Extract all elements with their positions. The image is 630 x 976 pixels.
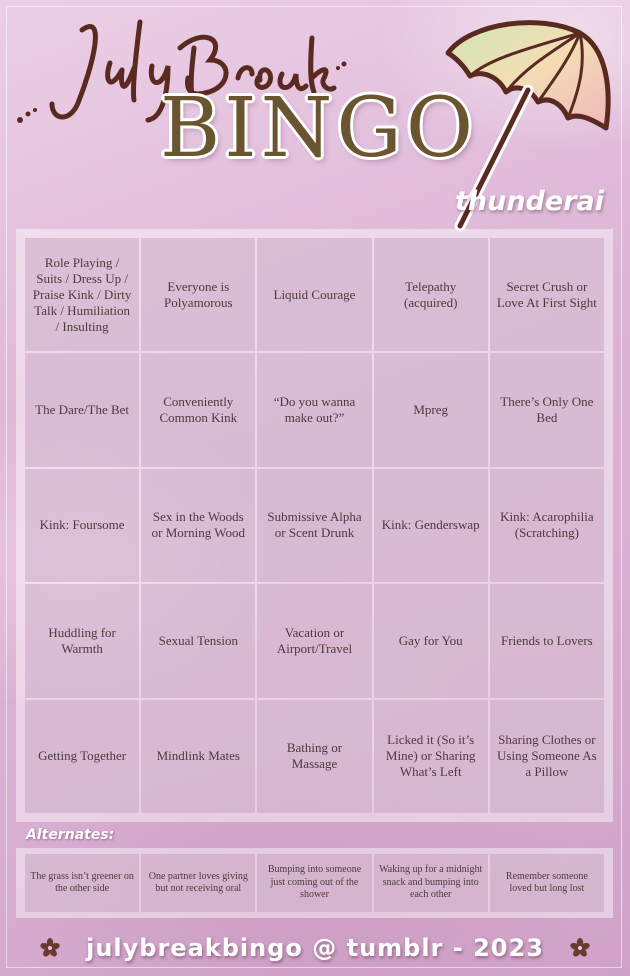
bingo-cell: There’s Only One Bed [490, 353, 604, 466]
bingo-grid [25, 238, 604, 813]
footer [0, 930, 630, 966]
bingo-cell: Kink: Genderswap [374, 469, 488, 582]
bingo-cell: Conveniently Common Kink [141, 353, 255, 466]
bingo-cell: Gay for You [374, 584, 488, 697]
bingo-cell: Kink: Acarophilia (Scratching) [490, 469, 604, 582]
bingo-cell: Everyone is Polyamorous [141, 238, 255, 351]
bingo-title: BINGO [160, 81, 478, 176]
bingo-cell: Getting Together [25, 700, 139, 813]
bingo-cell: Secret Crush or Love At First Sight [490, 238, 604, 351]
alternates-label: Alternates: [26, 827, 115, 843]
author-name: thunderai [454, 186, 604, 217]
alternates-grid [25, 854, 604, 912]
bingo-cell: Submissive Alpha or Scent Drunk [257, 469, 371, 582]
footer-text: julybreakbingo @ tumblr - 2023 [86, 934, 544, 962]
alternates-board [16, 848, 613, 918]
bingo-cell: Sexual Tension [141, 584, 255, 697]
alternate-cell: Bumping into someone just coming out of the shower [257, 854, 371, 912]
flower-icon [40, 938, 60, 958]
bingo-cell: Sharing Clothes or Using Someone As a Pillow [490, 700, 604, 813]
bingo-cell: Liquid Courage [257, 238, 371, 351]
bingo-cell: “Do you wanna make out?” [257, 353, 371, 466]
bingo-cell: Kink: Foursome [25, 469, 139, 582]
bingo-cell: Friends to Lovers [490, 584, 604, 697]
bingo-cell: The Dare/The Bet [25, 353, 139, 466]
bingo-cell: Bathing or Massage [257, 700, 371, 813]
alternate-cell: Waking up for a midnight snack and bumping into each other [374, 854, 488, 912]
bingo-board [16, 229, 613, 822]
bingo-cell: Licked it (So it’s Mine) or Sharing What’s Left [374, 700, 488, 813]
bingo-cell: Telepathy (acquired) [374, 238, 488, 351]
bingo-cell: Mindlink Mates [141, 700, 255, 813]
alternate-cell: The grass isn’t greener on the other side [25, 854, 139, 912]
bingo-cell: Vacation or Airport/Travel [257, 584, 371, 697]
bingo-cell: Sex in the Woods or Morning Wood [141, 469, 255, 582]
alternate-cell: Remember someone loved but long lost [490, 854, 604, 912]
bingo-cell: Mpreg [374, 353, 488, 466]
alternate-cell: One partner loves giving but not receiving oral [141, 854, 255, 912]
bingo-cell: Huddling for Warmth [25, 584, 139, 697]
bingo-cell: Role Playing / Suits / Dress Up / Praise Kink / Dirty Talk / Humiliation / Insulting [25, 238, 139, 351]
flower-icon [570, 938, 590, 958]
